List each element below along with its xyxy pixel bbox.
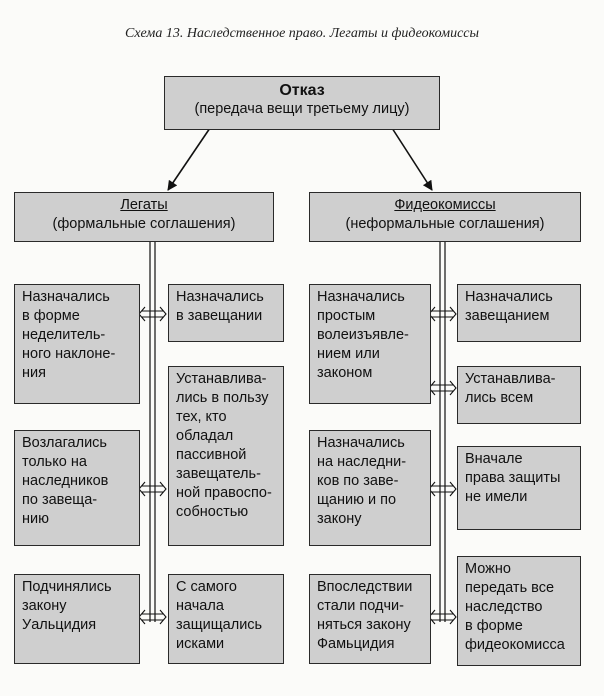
legates-right-box: Назначались в завещании <box>168 284 284 342</box>
legates-left-box: Подчинялись закону Уальцидия <box>14 574 140 664</box>
fideicommissa-right-box: Можно передать все наследство в форме фидеокомисса <box>457 556 581 666</box>
fideicommissa-left-box: Назначались на наследни- ков по заве- щанию и по закону <box>309 430 431 546</box>
root-box <box>164 76 440 130</box>
fideicommissa-connector-4 <box>429 610 456 624</box>
fideicommissa-left-box: Назначались простым волеизъявле- нием или законом <box>309 284 431 404</box>
fideicommissa-left-box: Впоследствии стали подчи- няться закону Фамьцидия <box>309 574 431 664</box>
legates-right-box: Устанавлива- лись в пользу тех, кто обладал пассивной завещатель- ной правоспо- собностью <box>168 366 284 546</box>
legates-header <box>14 192 274 242</box>
fideicommissa-connector-1 <box>429 307 456 321</box>
legates-connector-3 <box>139 610 166 624</box>
root-subtitle: (передача вещи третьему лицу) <box>194 101 410 117</box>
legates-connector-2 <box>139 482 166 496</box>
scheme-caption: Схема 13. Наследственное право. Легаты и фидеокомиссы <box>125 26 479 41</box>
arrow-to-fideicommissa <box>392 128 432 190</box>
legates-left-box: Назначались в форме неделитель- ного наклоне- ния <box>14 284 140 404</box>
arrow-to-legates <box>168 128 210 190</box>
root-title: Отказ <box>279 82 325 99</box>
fideicommissa-right-box: Вначале права защиты не имели <box>457 446 581 530</box>
fideicommissa-right-box: Назначались завещанием <box>457 284 581 342</box>
legates-connector-1 <box>139 307 166 321</box>
legates-right-box: С самого начала защищались исками <box>168 574 284 664</box>
fideicommissa-title: Фидеокомиссы <box>394 197 496 213</box>
fideicommissa-connector-2 <box>429 381 456 395</box>
fideicommissa-header <box>309 192 581 242</box>
fideicommissa-right-box: Устанавлива- лись всем <box>457 366 581 424</box>
fideicommissa-subtitle: (неформальные соглашения) <box>345 216 545 232</box>
legates-subtitle: (формальные соглашения) <box>52 216 236 232</box>
legates-left-box: Возлагались только на наследников по завеща- нию <box>14 430 140 546</box>
legates-title: Легаты <box>120 197 168 213</box>
fideicommissa-connector-3 <box>429 482 456 496</box>
